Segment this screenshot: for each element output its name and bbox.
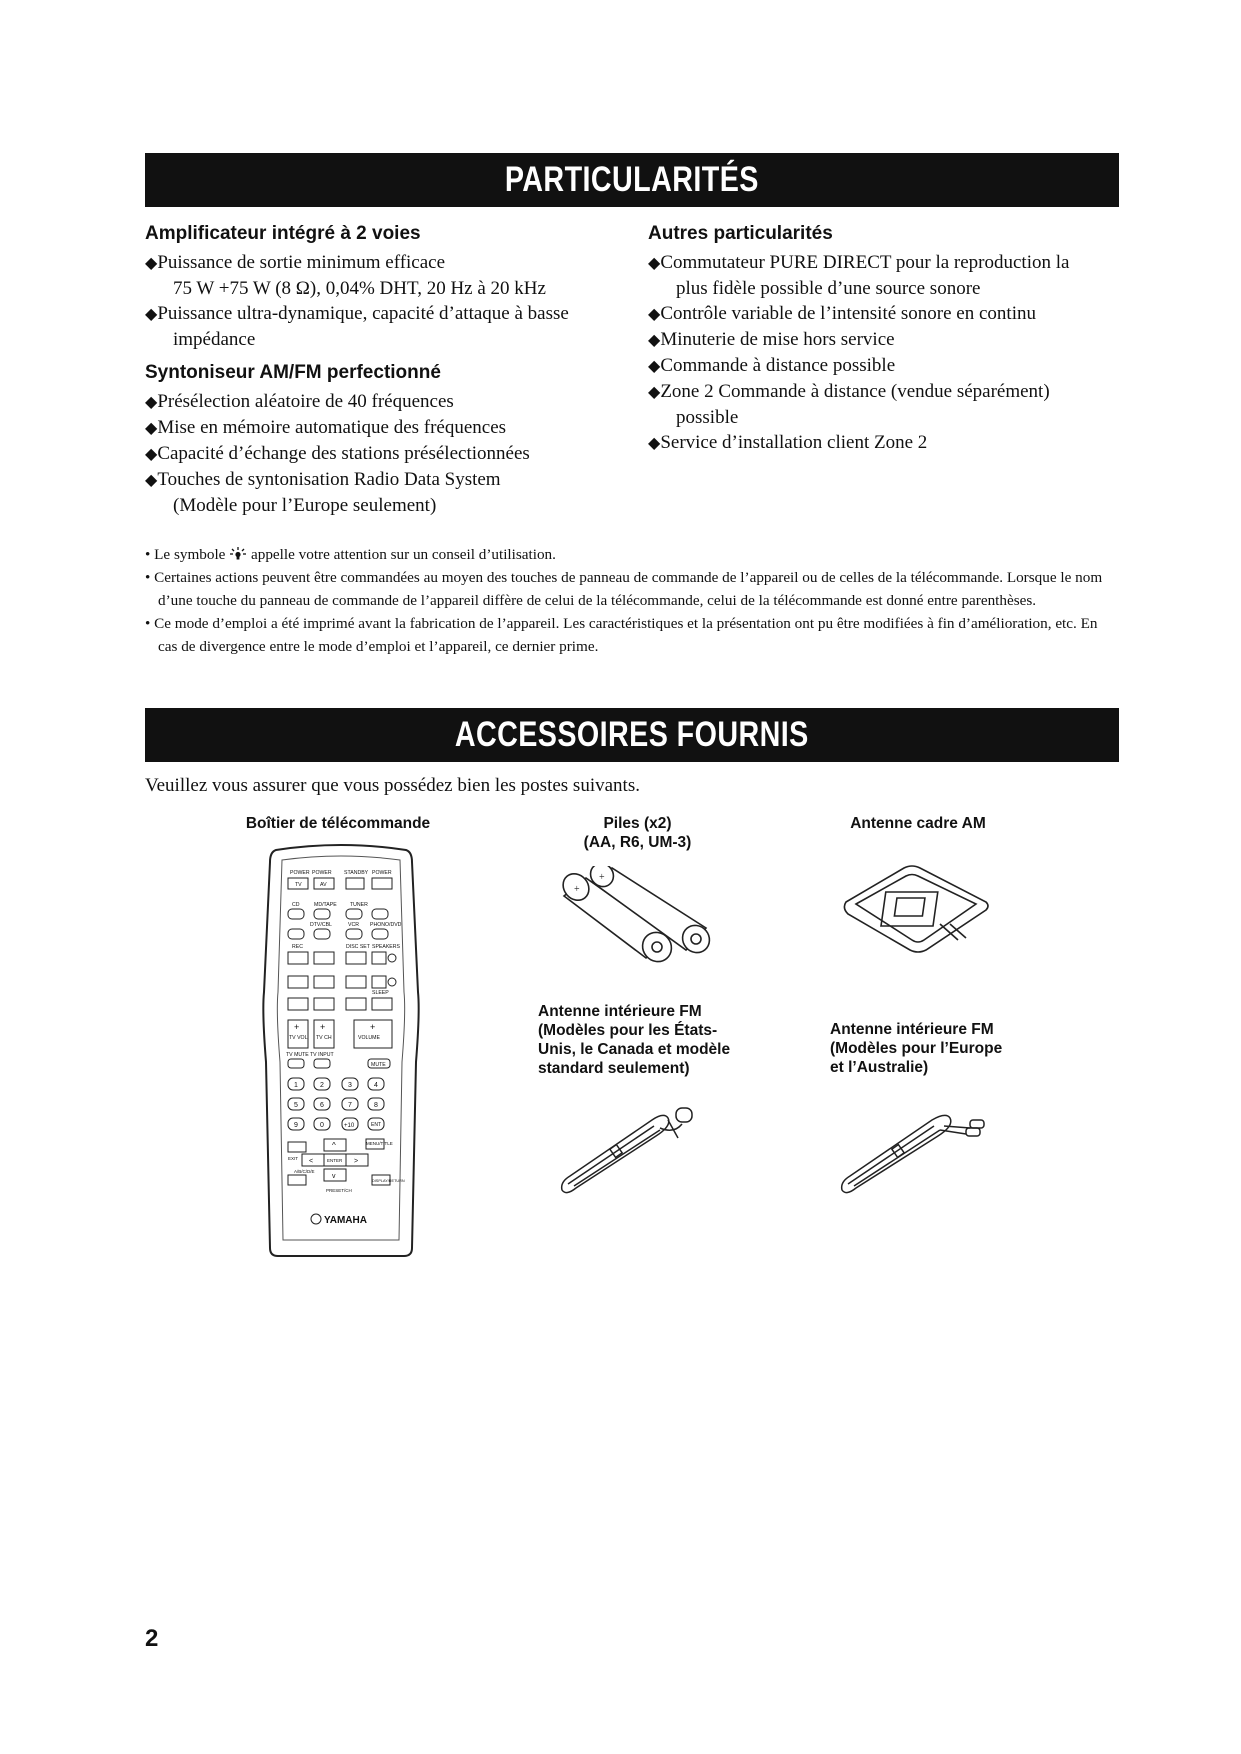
list-item: • Certaines actions peuvent être commandées au moyen des touches de panneau de commande de l’appareil ou de celles de la télécommande. Lorsque le nom d’une touche du panneau de commande de l’appareil diffère de celui de la télécommande, celui de la télécommande est donné entre parenthèses. [145, 569, 1103, 609]
svg-text:3: 3 [348, 1082, 352, 1089]
svg-text:1: 1 [294, 1082, 298, 1089]
tv-input-label: TV INPUT [310, 1052, 334, 1058]
remote-control-illustration [262, 842, 420, 1260]
list-item: ◆Commande à distance possible [648, 355, 896, 376]
list-item: ◆Contrôle variable de l’intensité sonore en continu [648, 303, 1036, 324]
tv-vol-label: TV VOL [289, 1035, 308, 1041]
diamond-bullet-icon: ◆ [145, 255, 158, 272]
button-label: TV [295, 882, 302, 888]
power-label: POWER [290, 870, 310, 876]
tuner-list [145, 389, 615, 518]
svg-text:8: 8 [374, 1102, 378, 1109]
abcde-label: A/B/C/D/E [294, 1169, 315, 1174]
batteries-caption: Piles (x2) (AA, R6, UM-3) [583, 815, 692, 851]
svg-text:+: + [370, 1022, 376, 1032]
svg-text:+: + [294, 1022, 300, 1032]
preset-label: PRESET/CH [326, 1188, 352, 1193]
power-label: POWER [312, 870, 332, 876]
diamond-bullet-icon: ◆ [648, 255, 661, 272]
brand-label: YAMAHA [324, 1215, 367, 1226]
amp-heading: Amplificateur intégré à 2 voies [145, 223, 421, 244]
sleep-label: SLEEP [372, 990, 389, 996]
input-label: MD/TAPE [314, 902, 337, 908]
other-heading: Autres particularités [648, 223, 833, 244]
remote-caption: Boîtier de télécommande [245, 815, 431, 832]
input-label: DTV/CBL [310, 922, 332, 928]
list-item: ◆Présélection aléatoire de 40 fréquences [145, 391, 454, 412]
right-arrow-icon: > [354, 1158, 359, 1165]
diamond-bullet-icon: ◆ [648, 358, 661, 375]
svg-text:ENT: ENT [371, 1122, 381, 1128]
fm-antenna-us-caption: Antenne intérieure FM (Modèles pour les États- Unis, le Canada et modèle standard seulement) [538, 1003, 731, 1077]
list-item: • Ce mode d’emploi a été imprimé avant la fabrication de l’appareil. Les caractéristiques et la présentation ont pu être modifiées à fin d’amélioration, etc. En cas de divergence entre le mode d’emploi et l’appareil, ce dernier prime. [145, 615, 1098, 655]
list-item: ◆Minuterie de mise hors service [648, 329, 895, 350]
list-item: ◆Puissance de sortie minimum efficace 75 W +75 W (8 Ω), 0,04% DHT, 20 Hz à 20 kHz [145, 252, 546, 299]
left-arrow-icon: < [309, 1158, 314, 1165]
list-item: ◆Zone 2 Commande à distance (vendue séparément) possible [648, 381, 1050, 428]
power-label: POWER [372, 870, 392, 876]
input-label: CD [292, 902, 300, 908]
list-item: • Le symbole appelle votre attention sur un conseil d’utilisation. [145, 546, 556, 563]
tv-mute-label: TV MUTE [286, 1052, 309, 1058]
batteries-illustration [556, 866, 716, 968]
svg-text:7: 7 [348, 1102, 352, 1109]
diamond-bullet-icon: ◆ [145, 446, 158, 463]
tv-ch-label: TV CH [316, 1035, 332, 1041]
section-title: PARTICULARITÉS [505, 160, 759, 199]
exit-label: EXIT [288, 1156, 299, 1161]
menu-label: MENU/TITLE [366, 1141, 393, 1146]
input-label: TUNER [350, 902, 368, 908]
list-item: ◆Capacité d’échange des stations présélectionnées [145, 443, 530, 464]
fm-antenna-eu-illustration [836, 1094, 996, 1200]
svg-text:+: + [599, 872, 605, 883]
diamond-bullet-icon: ◆ [145, 394, 158, 411]
diamond-bullet-icon: ◆ [648, 384, 661, 401]
diamond-bullet-icon: ◆ [648, 435, 661, 452]
fm-antenna-eu-caption: Antenne intérieure FM (Modèles pour l’Europe et l’Australie) [830, 1021, 1003, 1076]
amp-list [145, 250, 615, 352]
diamond-bullet-icon: ◆ [648, 332, 661, 349]
svg-text:+10: +10 [344, 1123, 355, 1129]
list-item: ◆Commutateur PURE DIRECT pour la reproduction la plus fidèle possible d’une source sonore [648, 252, 1070, 299]
diamond-bullet-icon: ◆ [145, 420, 158, 437]
standby-label: STANDBY [344, 870, 369, 876]
tuner-heading: Syntoniseur AM/FM perfectionné [145, 362, 441, 383]
display-label: DISPLAY/RETURN [372, 1179, 405, 1183]
list-item: ◆Service d’installation client Zone 2 [648, 432, 928, 453]
am-antenna-illustration [840, 862, 992, 958]
list-item: ◆Touches de syntonisation Radio Data System (Modèle pour l’Europe seulement) [145, 469, 501, 516]
list-item: ◆Puissance ultra-dynamique, capacité d’attaque à basse impédance [145, 303, 569, 350]
rec-label: REC [292, 944, 303, 950]
up-arrow-icon: ^ [332, 1141, 336, 1150]
svg-text:9: 9 [294, 1122, 298, 1129]
svg-text:6: 6 [320, 1102, 324, 1109]
diamond-bullet-icon: ◆ [145, 306, 158, 323]
input-label: VCR [348, 922, 359, 928]
svg-text:5: 5 [294, 1102, 298, 1109]
section-title: ACCESSOIRES FOURNIS [455, 715, 809, 754]
tip-icon [229, 546, 247, 560]
down-arrow-icon: v [332, 1173, 336, 1180]
speakers-label: SPEAKERS [372, 944, 400, 950]
notes-list [145, 543, 1120, 658]
section-banner-particularites [145, 153, 1119, 207]
svg-text:0: 0 [320, 1122, 324, 1129]
button-label: AV [320, 882, 327, 888]
svg-text:+: + [574, 884, 580, 895]
svg-text:+: + [320, 1022, 326, 1032]
am-antenna-caption: Antenne cadre AM [850, 815, 986, 832]
page-number: 2 [145, 1625, 159, 1652]
fm-antenna-us-illustration [556, 1090, 716, 1200]
list-item: ◆Mise en mémoire automatique des fréquences [145, 417, 507, 438]
mute-label: MUTE [371, 1062, 386, 1068]
volume-label: VOLUME [358, 1035, 380, 1041]
intro-text: Veuillez vous assurer que vous possédez bien les postes suivants. [145, 775, 640, 796]
input-label: PHONO/DVD [370, 922, 402, 928]
svg-text:2: 2 [320, 1082, 324, 1089]
svg-text:4: 4 [374, 1082, 378, 1089]
diamond-bullet-icon: ◆ [145, 472, 158, 489]
disc-set-label: DISC SET [346, 944, 370, 950]
section-banner-accessoires [145, 708, 1119, 762]
diamond-bullet-icon: ◆ [648, 306, 661, 323]
other-list [648, 250, 1118, 456]
enter-label: ENTER [327, 1158, 343, 1163]
